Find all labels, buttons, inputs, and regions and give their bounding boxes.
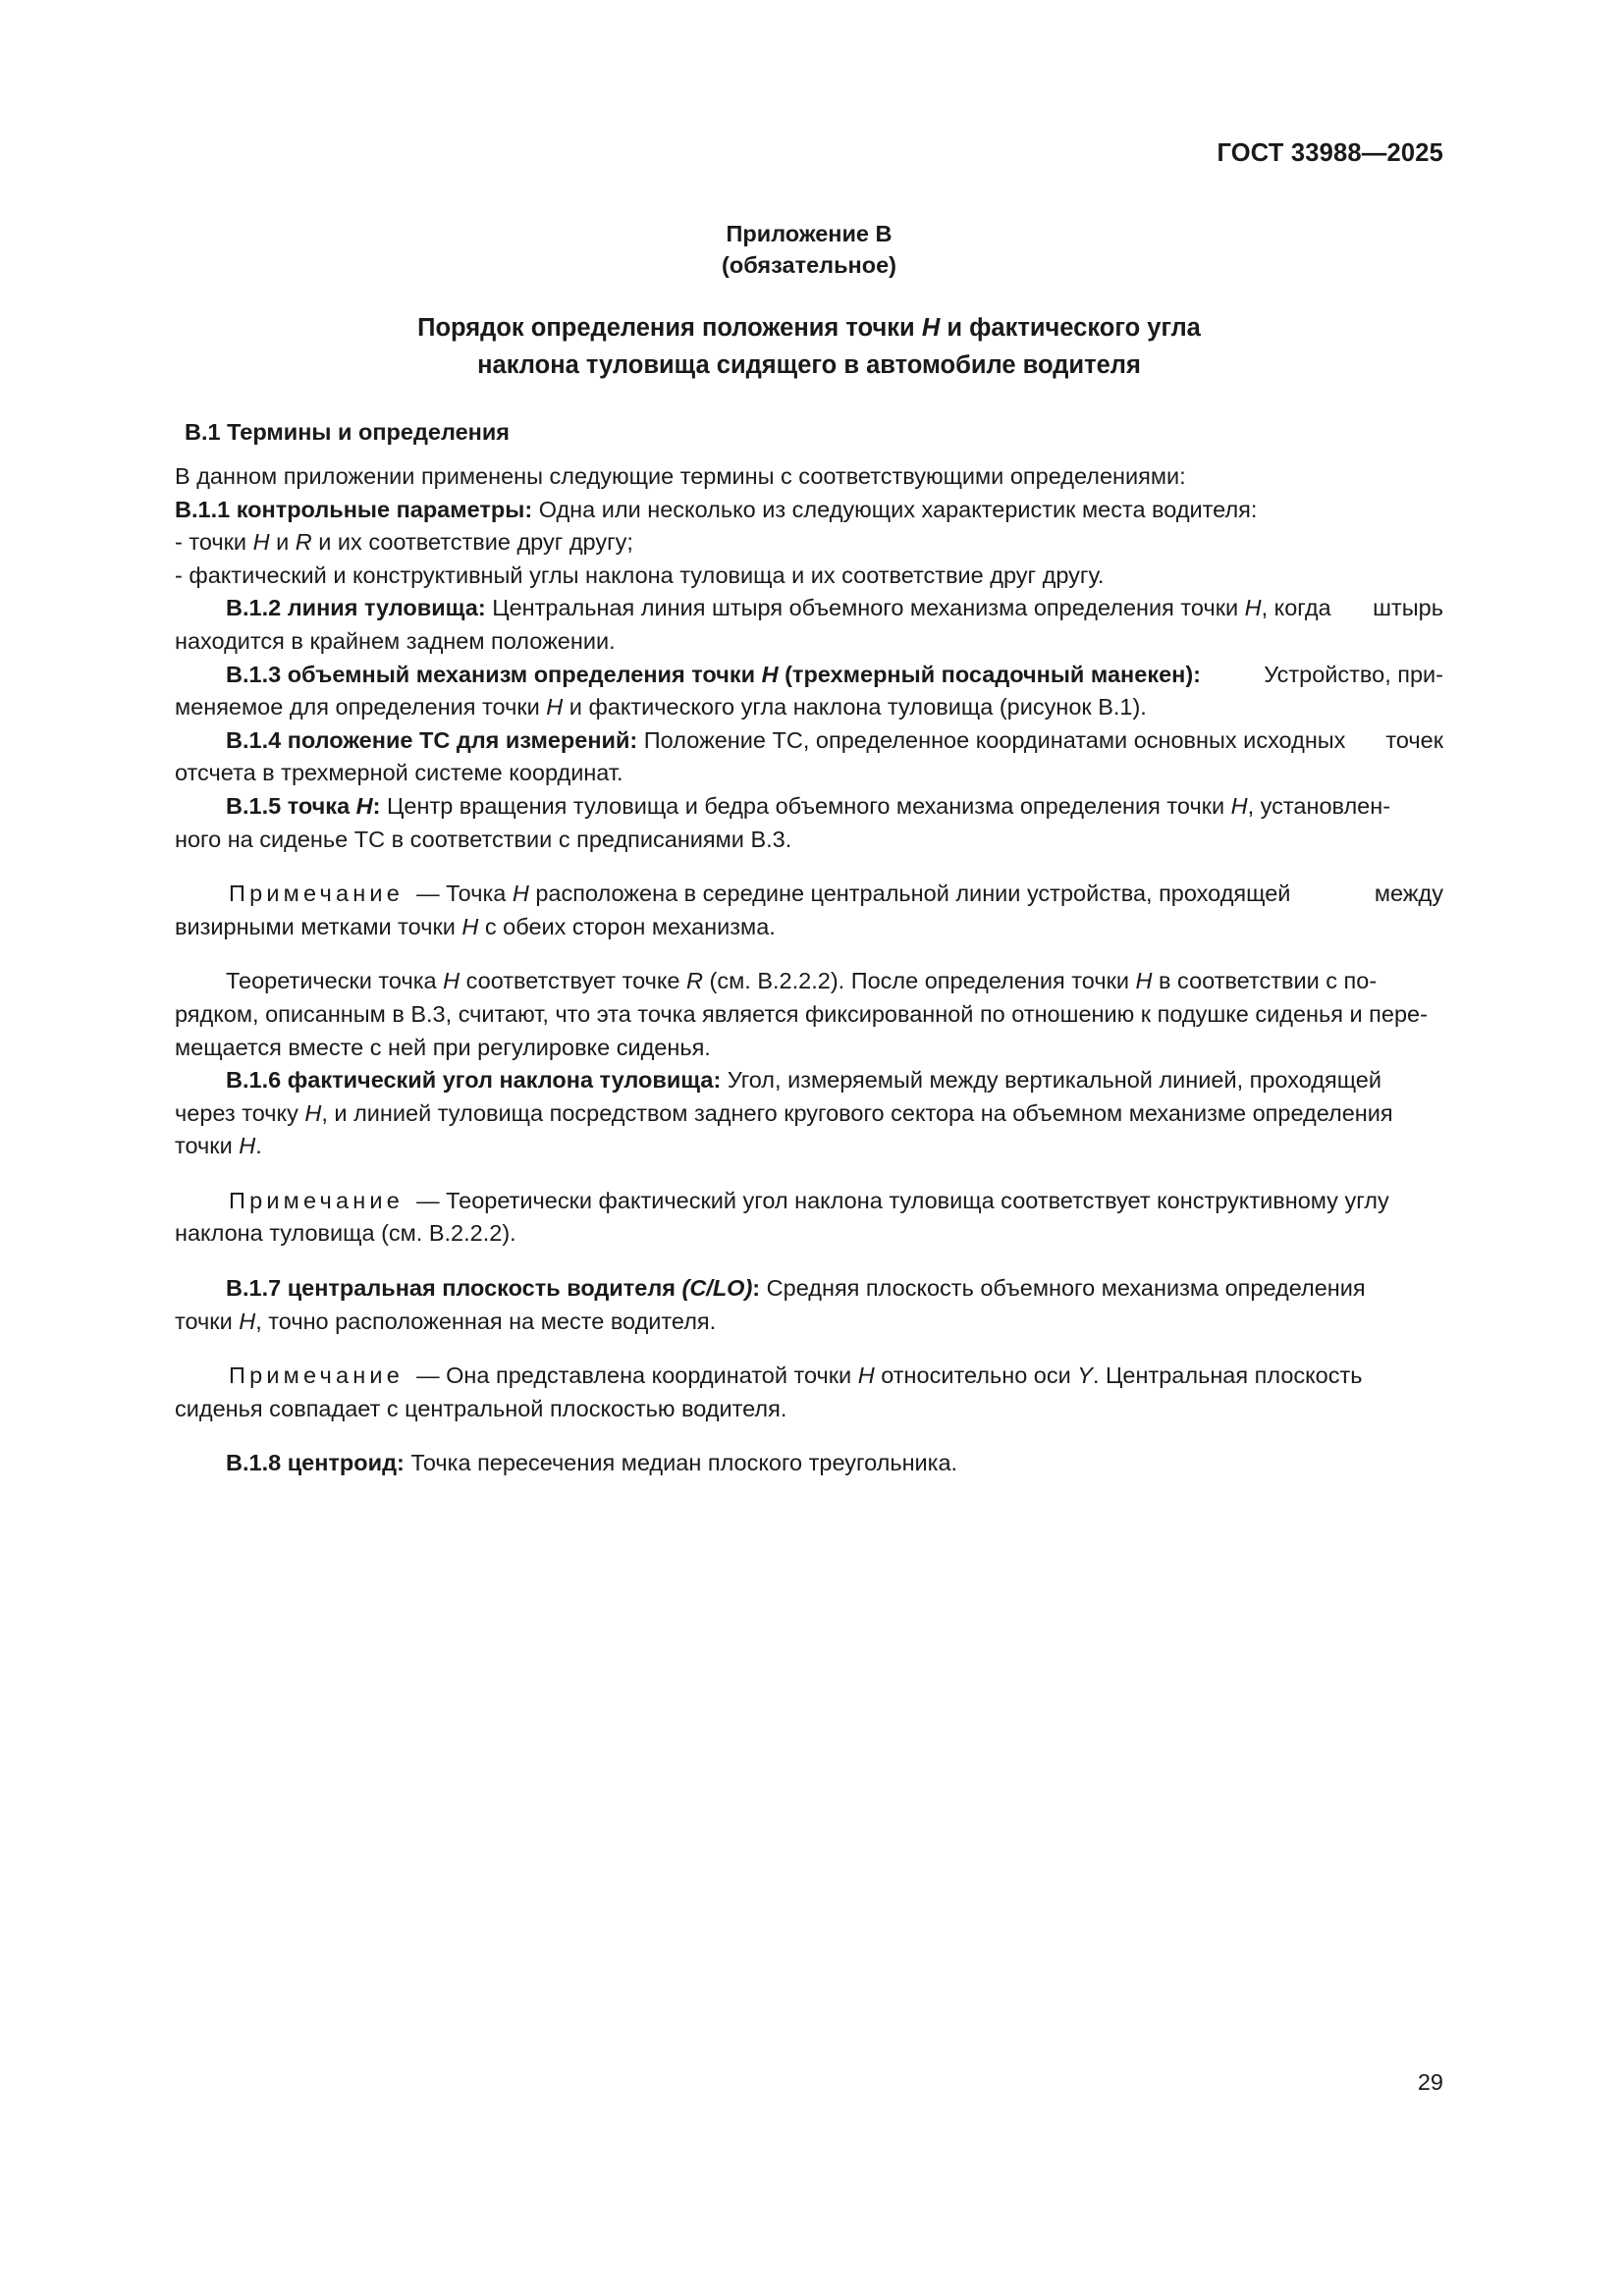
note-text-post: расположена в середине центральной линии устройства, проходящей xyxy=(528,881,1291,907)
term-b13 xyxy=(175,659,1443,724)
line-mid: соответствует точке xyxy=(460,968,687,994)
term-b11 xyxy=(175,494,1443,527)
term-definition: Одна или несколько из следующих характеристик места водителя: xyxy=(532,496,1258,522)
term-b14 xyxy=(175,724,1443,790)
text-line: рядком, описанным в B.3, считают, что эта точка является фиксированной по отношению к подушке сиденья и пере- xyxy=(175,1000,1428,1027)
line-tail: штырь xyxy=(1373,595,1443,621)
paragraph-theoretical xyxy=(175,965,1443,1064)
term-label: B.1.8 центроид: xyxy=(226,1450,405,1476)
point-h-italic: H xyxy=(857,1362,875,1389)
note-dash xyxy=(404,1362,416,1388)
point-h-italic: H xyxy=(304,1099,322,1126)
point-h-italic: H xyxy=(512,881,529,907)
page-title xyxy=(175,309,1443,384)
term-definition: Центральная линия штыря объемного механизма определения точки xyxy=(485,595,1245,621)
line-content xyxy=(175,592,1331,625)
text-line: сиденья совпадает с центральной плоскостью водителя. xyxy=(175,1395,787,1421)
term-definition: Центр вращения туловища и бедра объемного механизма определения точки xyxy=(380,792,1231,819)
term-definition-cont: , установлен- xyxy=(1247,792,1391,819)
line-content xyxy=(175,1272,1366,1306)
term-b17 xyxy=(175,1272,1443,1338)
term-b18 xyxy=(175,1447,1443,1480)
term-label: B.1.4 положение ТС для измерений: xyxy=(226,726,638,753)
annex-label: Приложение В xyxy=(726,221,893,246)
text-line: находится в крайнем заднем положении. xyxy=(175,627,616,654)
point-h-italic: H xyxy=(1230,792,1248,819)
point-h-italic: H xyxy=(355,792,373,819)
annex-label-block xyxy=(175,218,1443,281)
point-h-italic: H xyxy=(921,314,941,342)
line-pre: точки xyxy=(175,1133,240,1159)
list-item-post: и их соответствие друг другу; xyxy=(311,529,633,556)
page-title-line-1-post: и фактического угла xyxy=(940,314,1201,342)
point-h-italic: H xyxy=(761,661,779,687)
text-line xyxy=(175,691,1443,724)
text-line xyxy=(175,911,1443,944)
list-item-pre: - точки xyxy=(175,529,253,556)
text-line xyxy=(175,965,1443,998)
line-content xyxy=(175,659,1201,692)
point-h-italic: H xyxy=(239,1308,256,1334)
point-h-italic: H xyxy=(252,529,270,556)
term-b16 xyxy=(175,1064,1443,1163)
text-line: ного на сиденье ТС в соответствии с предписаниями B.3. xyxy=(175,826,792,852)
note-dash-glyph: — xyxy=(416,1187,440,1213)
line-post: и фактического угла наклона туловища (рисунок В.1). xyxy=(563,694,1147,721)
line-content xyxy=(175,724,1345,758)
term-label: B.1.1 контрольные параметры: xyxy=(175,496,533,522)
term-label: B.1.5 точка xyxy=(226,792,356,819)
note-dash xyxy=(404,1188,416,1213)
point-h-italic: H xyxy=(443,968,460,994)
point-h-italic: H xyxy=(461,913,479,939)
note-2 xyxy=(175,1185,1443,1251)
line-pre: меняемое для определения точки xyxy=(175,694,547,721)
term-label: B.1.6 фактический угол наклона туловища: xyxy=(226,1067,722,1094)
line-tail: между xyxy=(1374,881,1443,907)
page-number: 29 xyxy=(1417,2069,1443,2095)
note-dash-glyph: — xyxy=(416,881,440,907)
note-text-pre: Точка xyxy=(439,881,513,907)
line-post: . xyxy=(255,1133,262,1159)
note-label: Примечание xyxy=(229,1362,405,1389)
line-post: с обеих сторон механизма. xyxy=(478,913,776,939)
text-line xyxy=(175,790,1443,824)
point-r-italic: R xyxy=(686,968,704,994)
note-text-post: . Центральная плоскость xyxy=(1092,1362,1363,1389)
point-h-italic: H xyxy=(239,1133,256,1159)
line-mid-2: (см. B.2.2.2). После определения точки xyxy=(703,968,1136,994)
text-line: отсчета в трехмерной системе координат. xyxy=(175,760,623,786)
line-post: , и линией туловища посредством заднего кругового сектора на объемном механизме определения xyxy=(321,1099,1393,1126)
term-label: B.1.7 центральная плоскость водителя xyxy=(226,1275,682,1302)
list-item-mid: и xyxy=(269,529,296,556)
term-definition: Средняя плоскость объемного механизма определения xyxy=(760,1275,1366,1302)
note-text: Теоретически фактический угол наклона туловища соответствует конструктивному углу xyxy=(439,1187,1389,1213)
term-definition-cont: , когда xyxy=(1261,595,1331,621)
note-3 xyxy=(175,1360,1443,1425)
line-pre: визирными метками точки xyxy=(175,913,462,939)
page-title-line-1 xyxy=(175,309,1443,347)
term-definition: Положение ТС, определенное координатами основных исходных xyxy=(637,726,1346,753)
point-h-italic: H xyxy=(1244,595,1262,621)
text-line xyxy=(175,1097,1443,1131)
line-tail: точек xyxy=(1385,726,1443,753)
term-label: B.1.3 объемный механизм определения точки xyxy=(226,661,762,687)
section-heading-b1: B.1 Термины и определения xyxy=(185,419,510,445)
term-definition: Угол, измеряемый между вертикальной линией, проходящей xyxy=(721,1067,1381,1094)
text-line xyxy=(175,1064,1443,1097)
bullet-list-b11 xyxy=(175,526,1443,592)
note-label: Примечание xyxy=(229,881,405,907)
term-definition: Точка пересечения медиан плоского треугольника. xyxy=(404,1450,958,1476)
term-label-clo: (C/LO) xyxy=(681,1275,753,1302)
line-post: , точно расположенная на месте водителя. xyxy=(255,1308,717,1334)
line-pre: через точку xyxy=(175,1099,305,1126)
term-b15 xyxy=(175,790,1443,856)
axis-y-italic: Y xyxy=(1077,1362,1093,1389)
page-title-line-1-pre: Порядок определения положения точки xyxy=(417,314,922,342)
line-post: в соответствии с по- xyxy=(1152,968,1378,994)
annex-status: (обязательное) xyxy=(722,252,896,278)
page-title-line-2: наклона туловища сидящего в автомобиле водителя xyxy=(477,351,1141,379)
text-line xyxy=(175,878,1443,911)
text-line: В данном приложении применены следующие термины с соответствующими определениями: xyxy=(175,463,1186,489)
line-tail: Устройство, при- xyxy=(1264,661,1443,687)
term-label: B.1.2 линия туловища: xyxy=(226,595,486,621)
term-b12 xyxy=(175,592,1443,658)
text-line xyxy=(175,1360,1443,1393)
note-dash xyxy=(404,881,416,906)
term-label-colon: : xyxy=(752,1275,761,1302)
term-label-colon: : xyxy=(372,792,381,819)
note-text-pre: Она представлена координатой точки xyxy=(439,1362,858,1389)
note-label: Примечание xyxy=(229,1187,405,1213)
text-line xyxy=(175,724,1443,758)
text-line xyxy=(175,1272,1443,1306)
term-label-cont: (трехмерный посадочный манекен): xyxy=(778,661,1201,687)
paragraph-intro xyxy=(175,460,1443,494)
text-line xyxy=(175,659,1443,692)
text-line: мещается вместе с ней при регулировке сиденья. xyxy=(175,1034,711,1060)
list-item xyxy=(175,526,1443,560)
line-pre: точки xyxy=(175,1308,240,1334)
line-pre: Теоретически точка xyxy=(226,968,444,994)
note-dash-glyph: — xyxy=(416,1362,440,1389)
line-content xyxy=(175,878,1290,911)
text-line xyxy=(175,494,1443,527)
list-item: - фактический и конструктивный углы наклона туловища и их соответствие друг другу. xyxy=(175,561,1105,588)
text-line xyxy=(175,1447,1443,1480)
text-line: наклона туловища (см. B.2.2.2). xyxy=(175,1220,516,1247)
running-header-standard-number: ГОСТ 33988—2025 xyxy=(1217,139,1443,167)
text-line xyxy=(175,592,1443,625)
body-text xyxy=(175,416,1443,1480)
point-h-italic: H xyxy=(1135,968,1153,994)
text-line xyxy=(175,1185,1443,1218)
note-1 xyxy=(175,878,1443,943)
note-text-mid: относительно оси xyxy=(874,1362,1078,1389)
point-r-italic: R xyxy=(295,529,312,556)
text-line xyxy=(175,1130,1443,1163)
text-line xyxy=(175,1306,1443,1339)
point-h-italic: H xyxy=(546,694,564,721)
